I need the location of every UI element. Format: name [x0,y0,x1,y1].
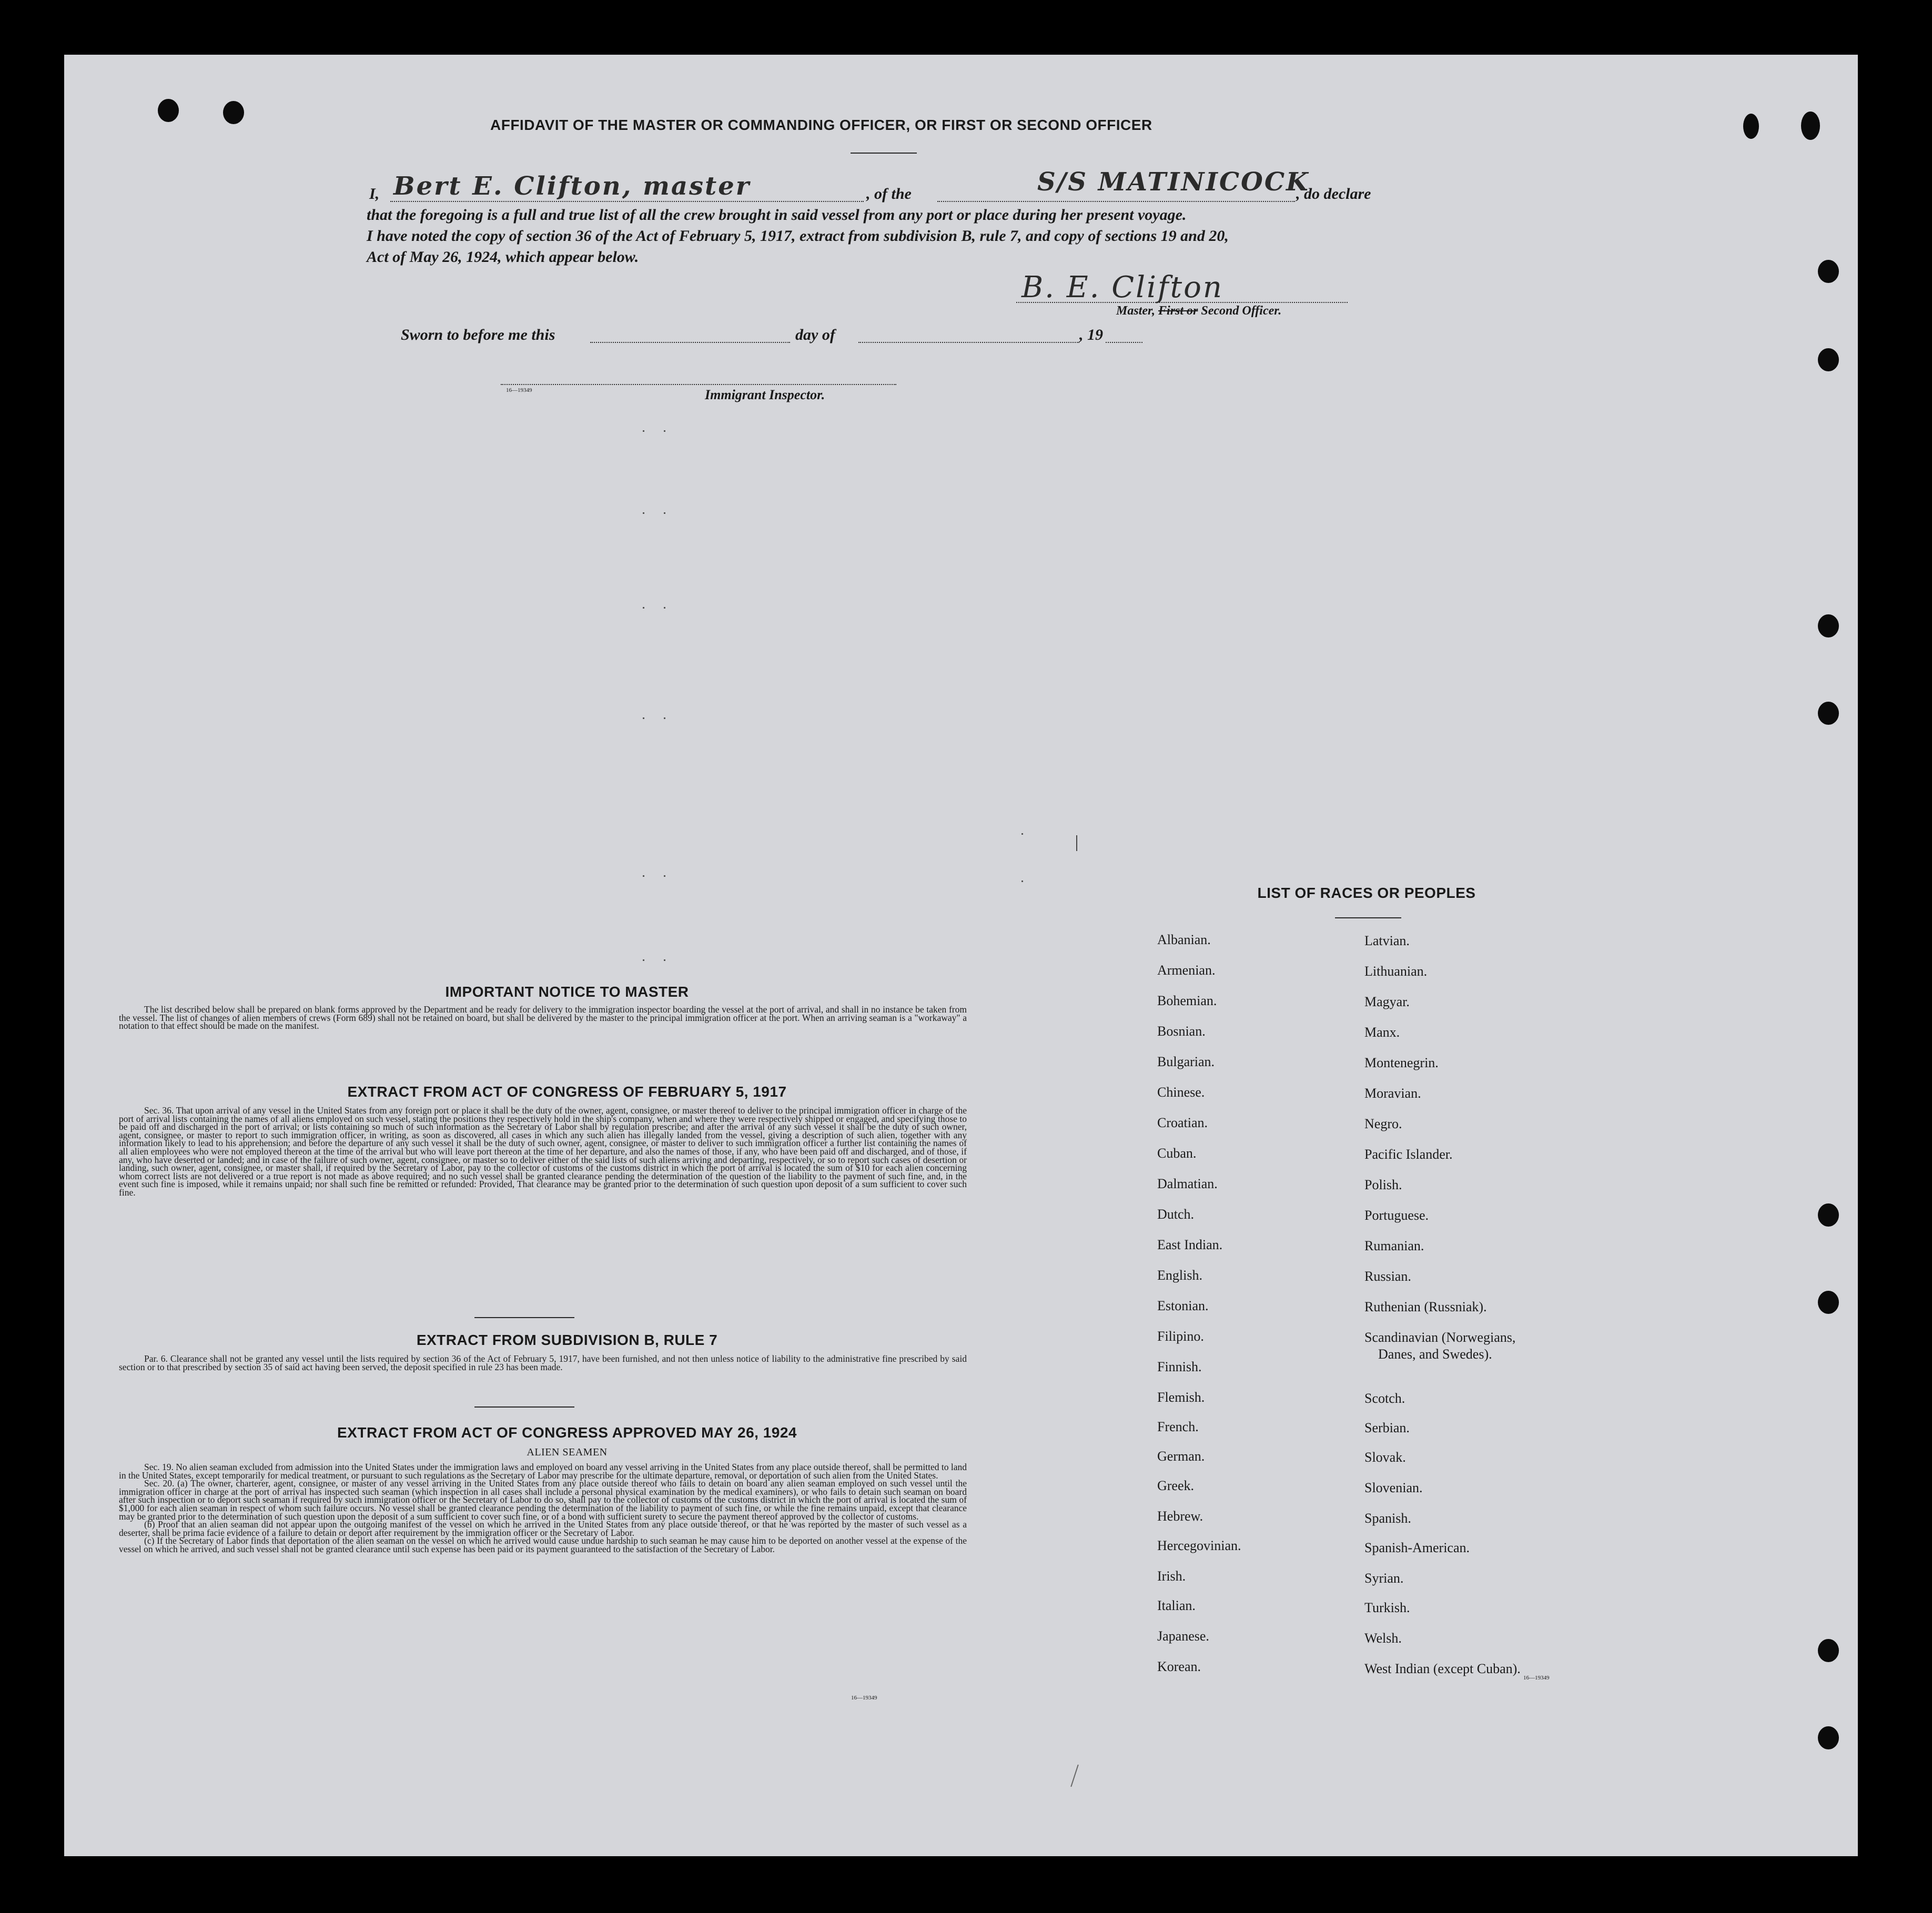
punch-hole [1818,1639,1839,1662]
sec19-text: Sec. 19. No alien seaman excluded from admission into the United States under the immigration laws and employed on board any vessel arriving in the United States from any place outside thereof, shall be permitted to land in the United States, except temporarily for medical treatment, or pursuant to such regulations as the Secretary of Labor may prescribe for the ultimate departure, removal, or deportation of such alien from the United States. [119,1462,967,1481]
speck [643,717,644,719]
speck [664,512,665,514]
notice-text: The list described below shall be prepared on blank forms approved by the Department and be ready for delivery to the immigration inspector boarding the vessel at the port of arrival, and shall in no instance be taken from the vessel. The list of changes of alien members of crews (Form 689) shall not be retained on board, but shall be delivered by the master to the principal immigration officer at the port. When an arriving seaman is a "workaway" a notation to that effect should be made on the manifest. [119,1004,967,1031]
race-item: Bohemian. [1157,993,1217,1008]
sworn-year-line [1106,342,1142,343]
caption-master: Master, [1116,304,1156,318]
caption-first-struck: First or [1158,304,1198,318]
signature-line [1016,302,1348,303]
sworn-day-line [590,342,790,343]
race-item: English. [1157,1268,1202,1283]
extract-1924-body [119,1463,967,1554]
punch-hole [1818,702,1839,725]
race-item: Lithuanian. [1364,964,1428,979]
races-divider [1335,917,1401,918]
race-item: Armenian. [1157,963,1216,978]
race-item: Scandinavian (Norwegians, [1364,1330,1516,1345]
handwritten-vessel: S/S MATINICOCK [1037,167,1310,197]
race-item: Italian. [1157,1598,1196,1613]
affidavit-line-2: that the foregoing is a full and true list of all the crew brought in said vessel from any port or place during her present voyage. [367,206,1187,224]
name-line [390,201,864,202]
race-item: Cuban. [1157,1146,1197,1161]
races-title: LIST OF RACES OR PEOPLES [1257,885,1476,901]
speck [664,875,665,877]
race-item: Rumanian. [1364,1238,1424,1253]
punch-hole [1818,348,1839,371]
punch-hole [1818,260,1839,283]
do-declare-label: , do declare [1296,185,1371,203]
race-item: Syrian. [1364,1571,1404,1586]
affidavit-line-1 [369,167,1432,210]
race-item: Hercegovinian. [1157,1538,1241,1553]
sec20b-text: (b) Proof that an alien seaman did not appear upon the outgoing manifest of the vessel on which he arrived in the United States from any place outside thereof, or that he was reported by the master of such vessel as a deserter, shall be prima facie evidence of a failure to detain or deport after requirement by the immigration officer or the Secretary of Labor. [119,1519,967,1538]
race-item: Finnish. [1157,1359,1202,1374]
extract-1917-text: Sec. 36. That upon arrival of any vessel in the United States from any foreign port or place it shall be the duty of the owner, agent, consignee, or master thereof to deliver to the principal immigration officer in charge of the port of arrival lists containing the names of all aliens employed on such vessel, stating the positions they respectively hold in the ship's company, when and where they were respectively shipped or engaged, and specifying those to be paid off and discharged in the port of arrival; or lists containing so much of such information as the Secretary of Labor shall by regulation prescribe; and after the arrival of any such vessel it shall be the duty of such owner, agent, consignee, or master to report to such immigration officer, in writing, as soon as discovered, all cases in which any such alien has illegally landed from the vessel, giving a description of such alien, together with any information likely to lead to his apprehension; and before the departure of any such vessel it shall be the duty of such owner, agent, consignee, or master to deliver to such immigration officer a further list containing the names of all alien employees who were not employed thereon at the time of the arrival but who will leave port thereon at the time of her departure, and also the names of those, if any, who have been paid off and discharged, and of those, if any, who have deserted or landed; and in case of the failure of such owner, agent, consignee, or master so to deliver either of the said lists of such aliens arriving and departing, respectively, or so to report such cases of desertion or landing, such owner, agent, consignee, or master shall, if required by the Secretary of Labor, pay to the collector of customs of the customs district in which the port of arrival is located the sum of $10 for each alien concerning whom correct lists are not delivered or a true report is not made as above required; and no such vessel shall be granted clearance pending the determination of the question of the liability to the payment of such fine, and, in the event such fine is imposed, while it remains unpaid; nor shall such fine be remitted or refunded: Provided, That clearance may be granted prior to the determination of such question upon deposit of a sum sufficient to cover such fine. [119,1105,967,1198]
speck [643,959,644,961]
race-item: Irish. [1157,1568,1186,1584]
vessel-line [937,201,1295,202]
affidavit-line-4: Act of May 26, 1924, which appear below. [367,248,639,266]
section-divider [474,1317,574,1318]
race-item: Spanish-American. [1364,1540,1470,1555]
race-item: Negro. [1364,1116,1402,1131]
sworn-month-line [858,342,1079,343]
extract-1924-title: EXTRACT FROM ACT OF CONGRESS APPROVED MAY 26, 1924 [337,1424,797,1441]
alien-seamen-subtitle: ALIEN SEAMEN [527,1446,608,1458]
extract-1917-title: EXTRACT FROM ACT OF CONGRESS OF FEBRUARY 5, 1917 [347,1084,787,1100]
form-number-bottom-left: 16—19349 [851,1695,877,1701]
caption-second: Second Officer. [1201,304,1282,318]
notice-title: IMPORTANT NOTICE TO MASTER [445,984,689,1000]
race-item: Filipino. [1157,1329,1204,1344]
affidavit-title: AFFIDAVIT OF THE MASTER OR COMMANDING OFFICER, OR FIRST OR SECOND OFFICER [490,117,1152,133]
race-item: Turkish. [1364,1600,1410,1615]
race-item: Serbian. [1364,1420,1410,1435]
day-of-label: day of [795,326,835,343]
race-item: Scotch. [1364,1391,1405,1406]
race-item: Greek. [1157,1478,1195,1493]
race-item: Slovenian. [1364,1480,1423,1495]
sworn-label: Sworn to before me this [401,326,555,343]
document-page [64,55,1858,1856]
punch-hole [1743,114,1759,139]
speck [643,875,644,877]
punch-hole [1818,1726,1839,1749]
race-item: Japanese. [1157,1628,1209,1644]
speck [664,430,665,432]
speck [664,717,665,719]
race-item: Spanish. [1364,1511,1411,1526]
year-label: , 19 [1079,326,1103,343]
race-item: Moravian. [1364,1086,1421,1101]
race-item: Montenegrin. [1364,1055,1439,1070]
speck [1021,880,1023,882]
race-item: Pacific Islander. [1364,1147,1453,1162]
inspector-line [501,384,896,385]
punch-hole [1818,1203,1839,1227]
punch-hole [1801,112,1820,140]
speck [643,512,644,514]
race-item: Korean. [1157,1659,1201,1674]
sworn-line [401,326,1190,347]
race-item: East Indian. [1157,1237,1223,1252]
speck [664,607,665,609]
affidavit-line-3: I have noted the copy of section 36 of the Act of February 5, 1917, extract from subdivision B, rule 7, and copy of sections 19 and 20, [367,227,1229,245]
race-item: French. [1157,1419,1199,1434]
inspector-label: Immigrant Inspector. [705,387,825,402]
race-item: Welsh. [1364,1631,1402,1646]
i-label: I, [369,185,380,203]
punch-hole [223,101,244,124]
race-item: Bulgarian. [1157,1054,1215,1069]
race-item: Bosnian. [1157,1024,1206,1039]
race-item: Danes, and Swedes). [1378,1347,1492,1362]
race-item: Ruthenian (Russniak). [1364,1299,1487,1314]
race-item: Latvian. [1364,933,1410,948]
race-item: Hebrew. [1157,1509,1203,1524]
stray-mark [1076,835,1077,851]
stray-mark [1070,1765,1078,1787]
speck [643,607,644,609]
race-item: Slovak. [1364,1450,1406,1465]
race-item: Flemish. [1157,1390,1205,1405]
rule7-title: EXTRACT FROM SUBDIVISION B, RULE 7 [416,1332,718,1348]
race-item: Manx. [1364,1025,1400,1040]
race-item: Dutch. [1157,1207,1195,1222]
signature-caption [1116,304,1281,318]
speck [1021,833,1023,835]
handwritten-name: Bert E. Clifton, master [393,171,751,201]
sec20c-text: (c) If the Secretary of Labor finds that deportation of the alien seaman on the vessel on which he arrived would cause undue hardship to such seaman he may cause him to be deported on another vessel at the expense of the vessel on which he arrived, and such vessel shall not be granted clearance until such expense has been paid or its payment guaranteed to the satisfaction of the Secretary of Labor. [119,1535,967,1554]
rule7-text: Par. 6. Clearance shall not be granted any vessel until the lists required by section 36 of the Act of February 5, 1917, have been furnished, and not then unless notice of liability to the administrative fine prescribed by said section or to that prescribed by section 35 of said act having been served, the deposit specified in rule 23 has been made. [119,1353,967,1372]
form-number-top: 16—19349 [506,387,532,393]
race-item: Portuguese. [1364,1208,1429,1223]
punch-hole [1818,1291,1839,1314]
punch-hole [1818,614,1839,637]
race-item: German. [1157,1449,1205,1464]
race-item: Magyar. [1364,994,1410,1009]
master-signature: B. E. Clifton [1021,270,1223,305]
form-number-bottom-right: 16—19349 [1523,1675,1550,1681]
title-divider [851,153,917,154]
of-the-label: , of the [866,185,912,203]
speck [664,959,665,961]
speck [643,430,644,432]
race-item: Polish. [1364,1177,1402,1192]
punch-hole [158,99,179,122]
sec20a-text: Sec. 20. (a) The owner, charterer, agent, consignee, or master of any vessel arriving in the United States from any place outside thereof who fails to detain on board any alien seaman employed on such vessel until the immigration officer in charge at the port of arrival has inspected such seaman (which inspection in all cases shall include a personal physical examination by the medical examiners), or who fails to detain such seaman on board after such inspection or to deport such seaman if required by such immigration officer or the Secretary of Labor to do so, shall pay to the collector of customs of the customs district in which the port of arrival is located the sum of $1,000 for each alien seaman in respect of whom such failure occurs. No vessel shall be granted clearance pending the determination of the liability to payment of such fine, or while the fine remains unpaid, except that clearance may be granted prior to the determination of such question upon the deposit of a sum sufficient to cover such fine, or of a bond with sufficient surety to secure the payment thereof approved by the collector of customs. [119,1478,967,1522]
race-item: Albanian. [1157,932,1211,947]
race-item: Chinese. [1157,1085,1205,1100]
race-item: Dalmatian. [1157,1176,1218,1191]
race-item: Estonian. [1157,1298,1209,1313]
race-item: Croatian. [1157,1115,1208,1130]
race-item: West Indian (except Cuban). [1364,1661,1521,1676]
section-divider [474,1406,574,1408]
race-item: Russian. [1364,1269,1411,1284]
